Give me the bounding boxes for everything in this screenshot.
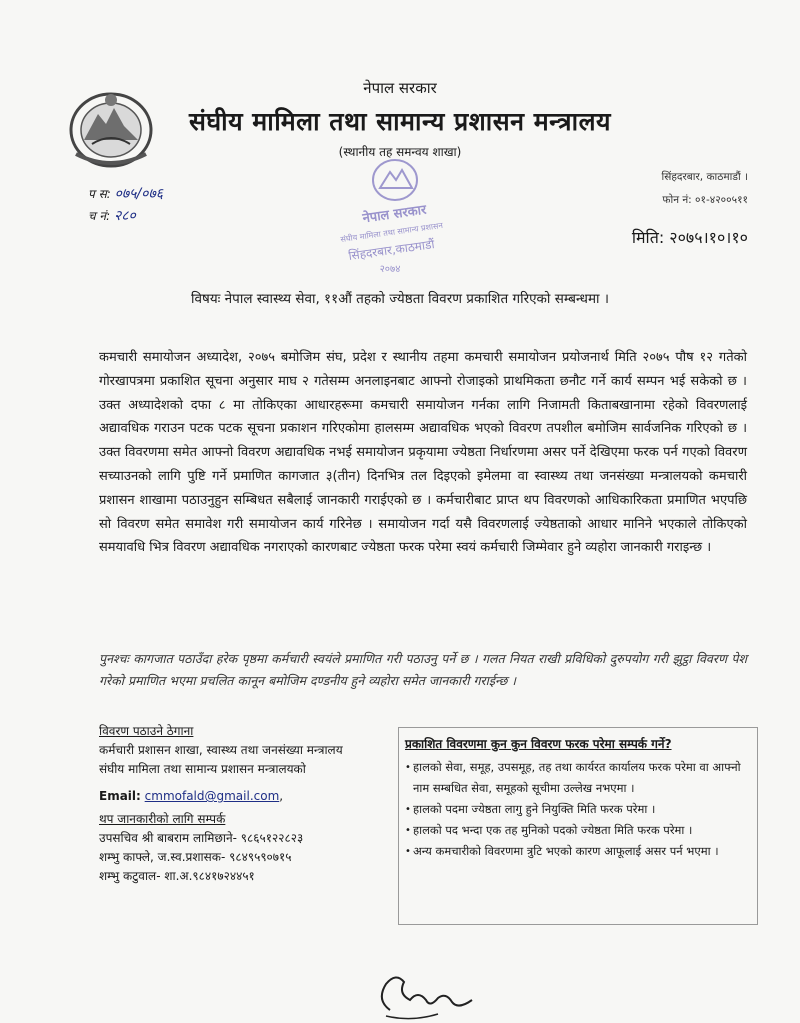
discrepancy-box-title: प्रकाशित विवरणमा कुन कुन विवरण फरक परेमा सम्पर्क गर्ने? [405, 737, 672, 751]
send-to-section [99, 722, 399, 886]
contact-section [99, 810, 399, 886]
dispatch-number [88, 206, 136, 225]
ministry-name: संघीय मामिला तथा सामान्य प्रशासन मन्त्रालय [188, 107, 612, 136]
contact-person: शम्भु कटुवाल- शा.अ.९८४१७२४४५१ [99, 869, 255, 883]
official-stamp [320, 152, 470, 282]
contact-person: उपसचिव श्री बाबराम लामिछाने- ९८६५१२२८२३ [99, 831, 304, 845]
email-line [99, 787, 399, 806]
email-suffix: , [279, 789, 284, 803]
letter-number-label: प स: [88, 187, 111, 201]
email-link[interactable]: cmmofald@gmail.com [144, 789, 280, 803]
letter-number-value: ०७५/०७६ [114, 186, 164, 202]
letter-footnote: पुनश्चः कागजात पठाउँदा हरेक पृष्ठमा कर्मचारी स्वयंले प्रमाणित गरी पठाउनु पर्ने छ । गलत नियत राखी प्रविधिको दुरुपयोग गरी झुट्ठा विवरण पेश गरेको प्रमाणित भएमा प्रचलित कानून बमोजिम दण्डनीय हुने व्यहोरा समेत जानकारी गराईन्छ । [99, 651, 747, 688]
stamp-line-1: नेपाल सरकार [361, 202, 428, 227]
discrepancy-item: • हालको सेवा, समूह, उपसमूह, तह तथा कार्यरत कार्यालय फरक परेमा वा आफ्नो नाम सम्बधित सेवा, समूहको सूचीमा उल्लेख नभएमा । [405, 757, 751, 799]
dispatch-number-value: २८० [113, 208, 136, 224]
discrepancy-item: • हालको पद भन्दा एक तह मुनिको पदको ज्येष्ठता मिति फरक परेमा । [405, 820, 751, 841]
send-to-line-1: कर्मचारी प्रशासन शाखा, स्वास्थ्य तथा जनसंख्या मन्त्रालय [99, 743, 343, 757]
discrepancy-item: • अन्य कमचारीको विवरणमा त्रुटि भएको कारण आफूलाई असर पर्न भएमा । [405, 841, 751, 862]
stamp-line-3: सिंहदरबार,काठमाडौं [347, 237, 436, 264]
letter-number [88, 184, 163, 203]
office-phone: फोन नं: ०१-४२००५११ [662, 194, 748, 206]
stamp-line-4: २०७४ [379, 264, 401, 275]
letter-body: कमचारी समायोजन अध्यादेश, २०७५ बमोजिम संघ, प्रदेश र स्थानीय तहमा कमचारी समायोजन प्रयोजनार्थ मिति २०७५ पौष १२ गतेको गोरखापत्रमा प्रकाशित सूचना अनुसार माघ २ गतेसम्म अनलाइनबाट आफ्नो रोजाइको प्राथमिकता छनौट गर्ने कार्य सम्पन भई सकेको छ ।उक्त अध्यादेशको दफा ८ मा तोकिएका आधारहरूमा कमचारी समायोजन गर्नका लागि निजामती किताबखानामा रहेको विवरणलाई अद्यावधिक गराउन पटक पटक सूचना प्रकाशन गरिएकोमा हालसम्म अद्यावधिक भएको विवरण तपशील बमोजिम सार्वजनिक गरिएको छ । उक्त विवरणमा समेत आफ्नो विवरण अद्यावधिक नभई समायोजन प्रकृयामा ज्येष्ठता निर्धारणमा असर पर्ने देखिएमा फरक पर्न गएको विवरण सच्याउनको लागि पुष्टि गर्ने प्रमाणित कागजात ३(तीन) दिनभित्र तल दिइएको इमेलमा वा स्वास्थ्य तथा जनसंख्या मन्त्रालयको कमचारी प्रशासन शाखामा पठाउनुहुन सम्बिधत सबैलाई जानकारी गराईएको छ । कर्मचारीबाट प्राप्त थप विवरणको आधिकारिकता प्रमाणित भएपछि सो विवरण समेत समावेश गरी समायोजन कार्य गरिनेछ । समायोजन गर्दा यसै विवरणलाई ज्येष्ठताको आधार मानिने भएकाले तोकिएको समयावधि भित्र विवरण अद्यावधिक नगराएको कारणबाट ज्येष्ठता फरक परेमा स्वयं कर्मचारी जिम्मेवार हुने व्यहोरा जानकारी गराइन्छ । [99, 350, 747, 556]
dispatch-number-label: च नं: [88, 209, 111, 223]
signature [368, 970, 488, 1023]
email-label: Email: [99, 789, 141, 803]
letter-date: मिति: २०७५।१०।१० [631, 228, 748, 247]
send-to-heading: विवरण पठाउने ठेगाना [99, 724, 194, 738]
branch-name: (स्थानीय तह समन्वय शाखा) [338, 145, 462, 159]
discrepancy-item: • हालको पदमा ज्येष्ठता लागु हुने नियुक्ति मिति फरक परेमा । [405, 799, 751, 820]
stamp-line-2: संघीय मामिला तथा सामान्य प्रशासन [339, 220, 444, 245]
office-address: सिंहदरबार, काठमाडौं । [661, 171, 748, 183]
letter-subject: विषयः नेपाल स्वास्थ्य सेवा, ११औं तहको ज्येष्ठता विवरण प्रकाशित गरिएको सम्बन्धमा । [191, 291, 609, 307]
government-name: नेपाल सरकार [363, 79, 437, 97]
contact-heading: थप जानकारीको लागि सम्पर्क [99, 812, 226, 826]
discrepancy-list [405, 757, 751, 862]
contact-person: शम्भु काफ्ले, ज.स्व.प्रशासक- ९८४९५९०७१५ [99, 850, 292, 864]
send-to-line-2: संघीय मामिला तथा सामान्य प्रशासन मन्त्रालयको [99, 762, 306, 776]
discrepancy-box [398, 727, 758, 925]
